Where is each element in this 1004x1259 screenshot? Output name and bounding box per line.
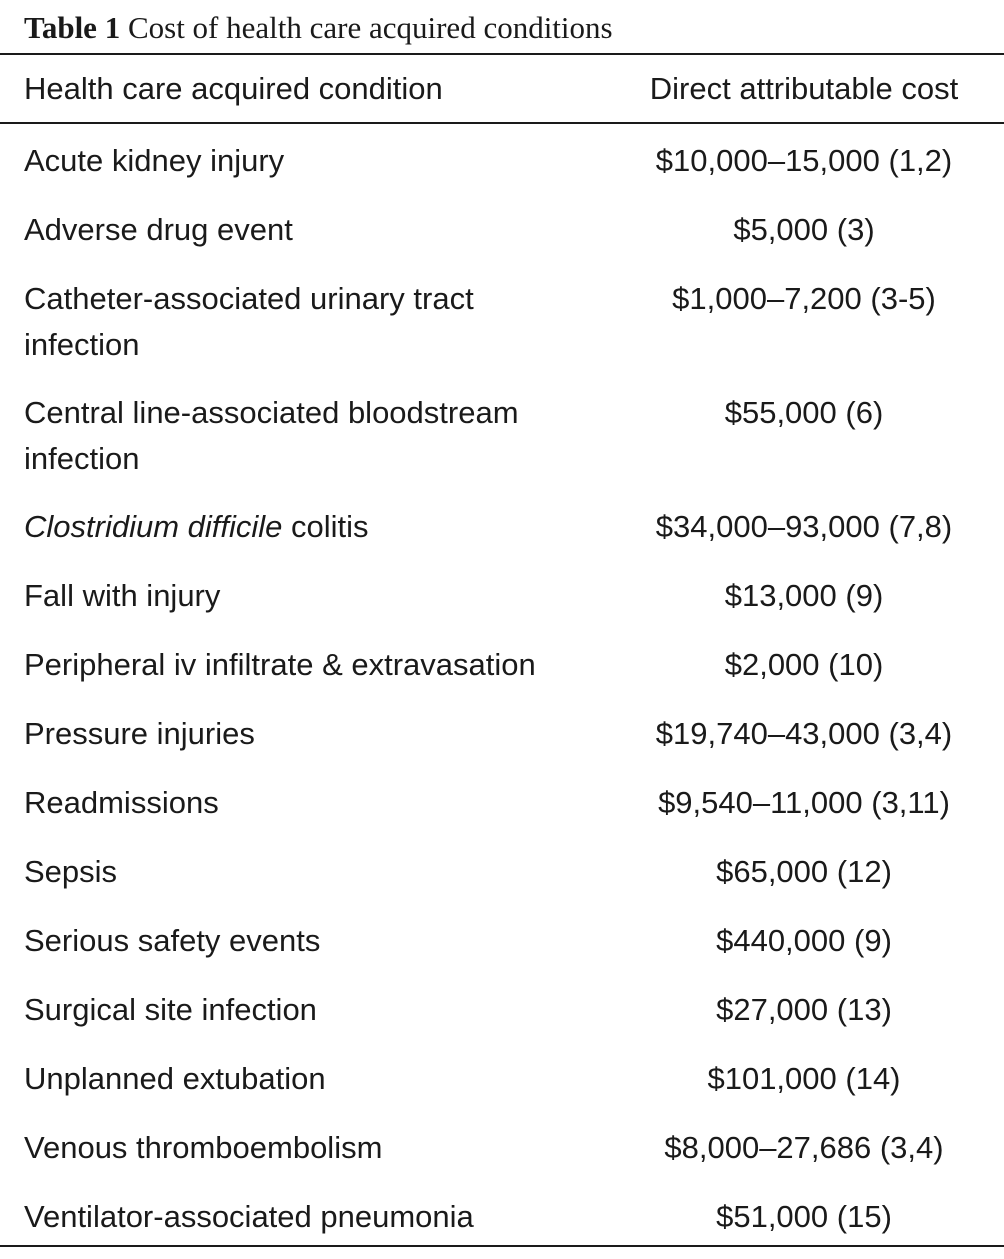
cost-cell: $19,740–43,000 (3,4) [655, 716, 953, 751]
table-row [0, 262, 1004, 376]
cost-cell: $55,000 (6) [724, 395, 884, 430]
cost-cell: $27,000 (13) [716, 992, 892, 1027]
condition-cell: Surgical site infection [24, 992, 317, 1027]
condition-cell: Venous thromboembolism [24, 1130, 383, 1165]
cost-cell: $8,000–27,686 (3,4) [664, 1130, 944, 1165]
top-rule [0, 53, 1004, 55]
table-row [0, 124, 1004, 193]
table-row [0, 697, 1004, 766]
table-row [0, 1180, 1004, 1249]
table-row [0, 1111, 1004, 1180]
table-row [0, 973, 1004, 1042]
condition-italic: Clostridium difficile [24, 509, 283, 544]
table-row [0, 835, 1004, 904]
table-caption [24, 6, 613, 50]
header-cost: Direct attributable cost [649, 71, 959, 106]
cost-cell: $1,000–7,200 (3-5) [672, 281, 936, 316]
cost-cell: $2,000 (10) [724, 647, 884, 682]
table-header [0, 56, 1004, 122]
header-condition: Health care acquired condition [24, 71, 443, 106]
condition-cell: Adverse drug event [24, 212, 293, 247]
table-row [0, 559, 1004, 628]
cost-cell: $5,000 (3) [733, 212, 875, 247]
cost-cell: $10,000–15,000 (1,2) [655, 143, 953, 178]
condition-cell: Ventilator-associated pneumonia [24, 1199, 474, 1234]
condition-cell: Peripheral iv infiltrate & extravasation [24, 647, 536, 682]
cost-cell: $34,000–93,000 (7,8) [655, 509, 953, 544]
condition-cell: Acute kidney injury [24, 143, 285, 178]
condition-cell: Pressure injuries [24, 716, 255, 751]
condition-cell [24, 504, 584, 550]
table-title: Cost of health care acquired conditions [127, 10, 613, 45]
bottom-rule [0, 1245, 1004, 1247]
condition-cell: Catheter-associated urinary tract infection [24, 281, 474, 362]
table-label: Table 1 [24, 10, 121, 45]
condition-rest: colitis [282, 509, 369, 544]
table-row [0, 376, 1004, 490]
table-row [0, 904, 1004, 973]
table-row [0, 766, 1004, 835]
table-row [0, 628, 1004, 697]
cost-cell: $13,000 (9) [724, 578, 884, 613]
condition-cell: Fall with injury [24, 578, 221, 613]
table-row [0, 490, 1004, 559]
condition-cell: Central line-associated bloodstream infection [24, 395, 519, 476]
table-body [0, 124, 1004, 1249]
condition-cell: Serious safety events [24, 923, 321, 958]
cost-cell: $51,000 (15) [716, 1199, 892, 1234]
table-row [0, 193, 1004, 262]
condition-cell: Unplanned extubation [24, 1061, 326, 1096]
condition-cell: Readmissions [24, 785, 219, 820]
cost-cell: $101,000 (14) [707, 1061, 901, 1096]
cost-cell: $65,000 (12) [716, 854, 892, 889]
table-row [0, 1042, 1004, 1111]
cost-cell: $440,000 (9) [716, 923, 892, 958]
cost-cell: $9,540–11,000 (3,11) [658, 785, 950, 820]
condition-cell: Sepsis [24, 854, 118, 889]
